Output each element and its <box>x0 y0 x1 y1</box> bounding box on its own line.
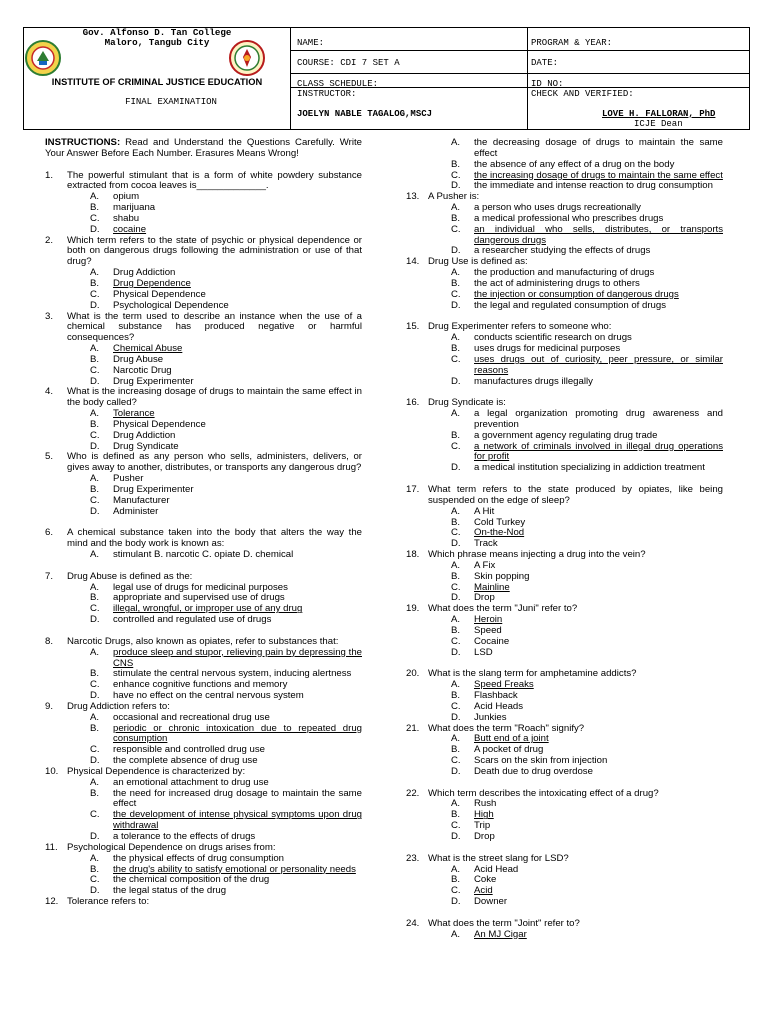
choice-letter: C. <box>451 820 461 832</box>
choice-text: stimulant B. narcotic C. opiate D. chemical <box>113 549 294 561</box>
question-number: 12. <box>45 896 59 908</box>
choice-text: Speed <box>474 624 502 636</box>
question-text: Drug Addiction refers to: <box>67 700 170 712</box>
choice-letter: C. <box>451 755 461 767</box>
choice-text: Cocaine <box>474 635 510 647</box>
choice-text-underlined: An MJ Cigar <box>474 928 527 940</box>
choice-letter: B. <box>90 787 100 799</box>
choice-text: a government agency regulating drug trade <box>474 429 658 441</box>
choice-letter: A. <box>90 267 100 279</box>
program-year-field[interactable]: PROGRAM & YEAR: <box>531 38 613 48</box>
answer-choice <box>45 810 362 832</box>
choice-text-underlined: a network of criminals involved in illegal drug operations for profit <box>474 440 723 463</box>
choice-text: A pocket of drug <box>474 744 544 756</box>
question-text: A Pusher is: <box>428 191 480 203</box>
question-number: 22. <box>406 787 420 799</box>
question-number: 24. <box>406 917 420 929</box>
choice-text: opium <box>113 191 140 203</box>
choice-text: have no effect on the central nervous system <box>113 690 304 702</box>
choice-text: the decreasing dosage of drugs to maintain the same effect <box>474 137 723 159</box>
choice-text-underlined: the increasing dosage of drugs to maintain the same effect <box>474 169 723 181</box>
answer-choice <box>45 724 362 746</box>
question <box>45 897 362 908</box>
question-number: 16. <box>406 397 420 409</box>
choice-text: Death due to drug overdose <box>474 765 593 777</box>
choice-text: Drug Syndicate <box>113 440 179 452</box>
question-number: 15. <box>406 321 420 333</box>
choice-letter: C. <box>451 223 461 235</box>
choice-letter: B. <box>451 158 461 170</box>
choice-letter: D. <box>90 440 100 452</box>
question-text: Drug Experimenter refers to someone who: <box>428 321 612 333</box>
choice-text-underlined: periodic or chronic intoxication due to repeated drug consumption <box>113 722 362 745</box>
choice-text-underlined: Butt end of a joint <box>474 733 549 745</box>
check-verified-label: CHECK AND VERIFIED: <box>531 89 634 99</box>
choice-letter: D. <box>451 831 461 842</box>
choice-text: Acid Head <box>474 863 519 875</box>
question <box>45 171 362 193</box>
choice-text: occasional and recreational drug use <box>113 711 270 723</box>
choice-letter: D. <box>90 223 100 235</box>
question <box>406 919 723 930</box>
question-number: 3. <box>45 310 54 322</box>
choice-text: Drug Addiction <box>113 267 176 279</box>
choice-text: a person who uses drugs recreationally <box>474 202 641 214</box>
choice-text-underlined: Tolerance <box>113 408 155 420</box>
choice-letter: C. <box>451 581 461 593</box>
choice-letter: B. <box>90 418 100 430</box>
question-number: 8. <box>45 635 54 647</box>
choice-text: Cold Turkey <box>474 516 526 528</box>
question-text: The powerful stimulant that is a form of white powdery substance extracted from cocoa leaves is_____________. <box>67 169 362 192</box>
choice-text: manufactures drugs illegally <box>474 375 593 387</box>
question-number: 4. <box>45 386 54 398</box>
question-text: Drug Abuse is defined as the: <box>67 570 193 582</box>
choice-text-underlined: the drug's ability to satisfy emotional or personality needs <box>113 863 356 875</box>
question-text: Tolerance refers to: <box>67 896 150 908</box>
answer-choice <box>406 138 723 160</box>
answer-choice <box>45 789 362 811</box>
question-text: Which term describes the intoxicating effect of a drug? <box>428 787 659 799</box>
choice-text: Flashback <box>474 690 518 702</box>
choice-text-underlined: Mainline <box>474 581 510 593</box>
choice-text: Coke <box>474 874 497 886</box>
choice-letter: B. <box>90 277 100 289</box>
choice-letter: C. <box>90 679 100 691</box>
choice-text-underlined: Chemical Abuse <box>113 343 183 355</box>
question-number: 11. <box>45 841 58 853</box>
choice-text: Psychological Dependence <box>113 299 229 311</box>
question-text: Which term refers to the state of psychic or physical dependence or both on dangerous drugs following the administration or use of that drug? <box>67 234 362 268</box>
choice-text: the immediate and intense reaction to drug consumption <box>474 180 713 192</box>
icje-seal-icon <box>229 39 265 77</box>
choice-letter: D. <box>451 538 461 550</box>
choice-text-underlined: uses drugs out of curiosity, peer pressure, or similar reasons <box>474 353 723 376</box>
choice-letter: D. <box>90 505 100 517</box>
choice-letter: C. <box>90 429 100 441</box>
question-text: What does the term "Juni" refer to? <box>428 603 578 615</box>
choice-text: the chemical composition of the drug <box>113 874 270 886</box>
choice-text-underlined: illegal, wrongful, or improper use of any drug <box>113 603 303 615</box>
choice-letter: A. <box>90 646 100 658</box>
choice-letter: A. <box>451 679 461 691</box>
choice-text: Junkies <box>474 711 507 723</box>
choice-text: Downer <box>474 896 508 908</box>
choice-letter: B. <box>451 624 461 636</box>
choice-text: the production and manufacturing of drugs <box>474 267 655 279</box>
choice-letter: A. <box>90 549 100 561</box>
question-number: 1. <box>45 169 54 181</box>
question-number: 2. <box>45 234 54 246</box>
question-number: 7. <box>45 570 54 582</box>
choice-letter: A. <box>451 505 461 517</box>
choice-letter: A. <box>90 852 100 864</box>
choice-letter: C. <box>90 809 100 821</box>
choice-letter: B. <box>451 212 461 224</box>
choice-text: Skin popping <box>474 570 530 582</box>
choice-letter: A. <box>451 137 461 148</box>
institute-name: INSTITUTE OF CRIMINAL JUSTICE EDUCATION <box>51 77 263 87</box>
question <box>45 312 362 345</box>
choice-text: Scars on the skin from injection <box>474 755 608 767</box>
choice-letter: D. <box>451 299 461 311</box>
date-field[interactable]: DATE: <box>531 58 559 68</box>
instructions-label: INSTRUCTIONS: <box>45 137 121 148</box>
answer-choice <box>406 463 723 474</box>
question <box>45 387 362 409</box>
answer-choice <box>45 507 362 518</box>
answer-choice <box>406 648 723 659</box>
question-number: 10. <box>45 765 59 777</box>
choice-text: stimulate the central nervous system, inducing alertness <box>113 668 352 680</box>
choice-letter: B. <box>451 570 461 582</box>
instructions-text: Read and Understand the Questions Carefully. Write Your Answer Before Each Number. Erasures Means Wrong! <box>45 137 362 159</box>
choice-letter: C. <box>90 744 100 756</box>
choice-letter: D. <box>451 765 461 777</box>
choice-letter: C. <box>451 885 461 897</box>
choice-letter: C. <box>451 700 461 712</box>
choice-text-underlined: an individual who sells, distributes, or transports dangerous drugs <box>474 223 723 246</box>
choice-text: the physical effects of drug consumption <box>113 852 285 864</box>
choice-letter: A. <box>451 928 461 940</box>
choice-text-underlined: Speed Freaks <box>474 679 534 691</box>
choice-letter: B. <box>90 202 100 214</box>
question-number: 17. <box>406 484 420 495</box>
choice-letter: C. <box>90 874 100 886</box>
choice-text-underlined: cocaine <box>113 223 147 235</box>
choice-text-underlined: Heroin <box>474 614 503 626</box>
choice-letter: B. <box>90 592 100 604</box>
choice-letter: D. <box>451 462 461 474</box>
choice-text-underlined: On-the-Nod <box>474 527 525 539</box>
choice-letter: A. <box>451 332 461 344</box>
school-location: Maloro, Tangub City <box>104 37 210 48</box>
choice-letter: C. <box>90 494 100 506</box>
choice-text: marijuana <box>113 202 156 214</box>
choice-text: Physical Dependence <box>113 418 206 430</box>
choice-text-underlined: the injection or consumption of dangerous drugs <box>474 288 679 300</box>
question-number: 9. <box>45 700 54 712</box>
choice-letter: B. <box>451 874 461 886</box>
question-text: What is the slang term for amphetamine addicts? <box>428 668 637 680</box>
choice-letter: D. <box>90 885 100 897</box>
choice-text: the legal and regulated consumption of drugs <box>474 299 667 311</box>
choice-text: Drug Experimenter <box>113 375 194 387</box>
choice-text-underlined: Drug Dependence <box>113 277 191 289</box>
question-number: 6. <box>45 527 54 539</box>
question-number: 20. <box>406 668 420 680</box>
choice-text: the complete absence of drug use <box>113 755 258 767</box>
choice-letter: D. <box>451 646 461 658</box>
answer-choice <box>406 301 723 312</box>
choice-letter: D. <box>90 755 100 767</box>
answer-choice <box>45 648 362 670</box>
choice-text: a medical professional who prescribes drugs <box>474 212 664 224</box>
answer-choice <box>45 366 362 377</box>
choice-letter: C. <box>90 212 100 224</box>
question-number: 13. <box>406 191 420 203</box>
choice-letter: B. <box>90 668 100 680</box>
answer-choice <box>406 897 723 908</box>
question-text: What term refers to the state produced by opiates, like being suspended on the edge of sleep? <box>428 484 723 506</box>
choice-text-underlined: produce sleep and stupor, relieving pain by depressing the CNS <box>113 646 362 669</box>
answer-choice <box>406 767 723 778</box>
choice-text: a legal organization promoting drug awareness and prevention <box>474 408 723 430</box>
choice-text: LSD <box>474 646 493 658</box>
question-text: What is the street slang for LSD? <box>428 852 569 864</box>
college-seal-icon <box>25 39 61 77</box>
choice-letter: A. <box>90 711 100 723</box>
choice-letter: A. <box>451 733 461 745</box>
choice-text: enhance cognitive functions and memory <box>113 679 288 691</box>
choice-text: controlled and regulated use of drugs <box>113 614 272 626</box>
choice-letter: B. <box>451 429 461 441</box>
choice-letter: B. <box>90 722 100 734</box>
class-schedule-field[interactable]: CLASS SCHEDULE: <box>297 79 379 89</box>
choice-letter: A. <box>451 408 461 420</box>
choice-text: Drug Experimenter <box>113 484 194 495</box>
choice-letter: A. <box>451 863 461 875</box>
answer-choice <box>406 225 723 247</box>
choice-letter: A. <box>451 614 461 626</box>
choice-text: a medical institution specializing in addiction treatment <box>474 462 705 474</box>
choice-letter: D. <box>451 711 461 723</box>
question-number: 18. <box>406 549 420 561</box>
exam-header <box>23 27 750 130</box>
instructor-label: INSTRUCTOR: <box>297 89 357 99</box>
question <box>45 452 362 474</box>
choice-letter: A. <box>451 267 461 279</box>
choice-text: the absence of any effect of a drug on the body <box>474 158 675 170</box>
choice-text: a researcher studying the effects of drugs <box>474 245 651 257</box>
choice-letter: C. <box>451 527 461 539</box>
question-text: Who is defined as any person who sells, administers, delivers, or gives away to another, distributes, or transports any dangerous drug? <box>67 451 362 474</box>
choice-letter: B. <box>451 277 461 289</box>
question-number: 21. <box>406 722 420 734</box>
choice-text: Administer <box>113 505 159 517</box>
choice-text: legal use of drugs for medicinal purposes <box>113 581 288 593</box>
question <box>45 236 362 269</box>
choice-text: Pusher <box>113 473 144 485</box>
answer-choice <box>45 431 362 442</box>
question-number: 23. <box>406 852 420 864</box>
question-text: Physical Dependence is characterized by: <box>67 765 246 777</box>
dean-title: ICJE Dean <box>634 119 683 129</box>
choice-letter: B. <box>90 353 100 365</box>
choice-letter: C. <box>451 635 461 647</box>
choice-letter: C. <box>451 353 461 365</box>
choice-text: conducts scientific research on drugs <box>474 332 632 344</box>
left-column <box>45 138 362 908</box>
choice-letter: B. <box>90 863 100 875</box>
choice-text: appropriate and supervised use of drugs <box>113 592 285 604</box>
choice-text: the need for increased drug dosage to maintain the same effect <box>113 787 362 810</box>
question <box>45 528 362 550</box>
choice-text: Drop <box>474 831 495 842</box>
question-text: What does the term "Joint" refer to? <box>428 917 580 929</box>
answer-choice <box>45 550 362 561</box>
instructions <box>45 138 362 160</box>
choice-letter: A. <box>90 581 100 593</box>
choice-text: Trip <box>474 820 491 832</box>
choice-text: the legal status of the drug <box>113 885 227 897</box>
answer-choice <box>406 507 723 518</box>
choice-letter: A. <box>451 202 461 214</box>
dean-name: LOVE H. FALLORAN, PhD <box>602 109 716 119</box>
question-number: 19. <box>406 603 420 615</box>
choice-letter: A. <box>90 776 100 788</box>
question-text: What is the increasing dosage of drugs to maintain the same effect in the body called? <box>67 386 362 409</box>
choice-text: shabu <box>113 212 140 224</box>
question-text: What is the term used to describe an instance when the use of a chemical substance has produced negative or harmful consequences? <box>67 310 362 344</box>
choice-letter: B. <box>451 744 461 756</box>
question <box>406 485 723 507</box>
choice-text: A Fix <box>474 559 496 571</box>
id-number-field[interactable]: ID NO: <box>531 79 564 89</box>
answer-choice <box>406 355 723 377</box>
choice-letter: C. <box>451 169 461 181</box>
name-field[interactable]: NAME: <box>297 38 325 48</box>
choice-letter: D. <box>90 831 100 842</box>
school-name: Gov. Alfonso D. Tan College <box>82 27 232 38</box>
answer-choice <box>406 930 723 941</box>
choice-letter: D. <box>90 299 100 311</box>
choice-text: Rush <box>474 798 497 810</box>
choice-text: a tolerance to the effects of drugs <box>113 831 256 842</box>
choice-letter: D. <box>90 614 100 626</box>
right-column <box>406 138 723 940</box>
choice-letter: A. <box>90 343 100 355</box>
choice-letter: B. <box>451 516 461 528</box>
answer-choice <box>45 615 362 626</box>
question-text: What does the term "Roach" signify? <box>428 722 585 734</box>
choice-text: uses drugs for medicinal purposes <box>474 343 621 355</box>
choice-letter: C. <box>451 288 461 300</box>
choice-letter: D. <box>451 180 461 192</box>
question-text: Psychological Dependence on drugs arises from: <box>67 841 276 853</box>
question-text: Narcotic Drugs, also known as opiates, refer to substances that: <box>67 635 339 647</box>
choice-letter: C. <box>90 603 100 615</box>
instructor-name: JOELYN NABLE TAGALOG,MSCJ <box>297 109 433 119</box>
choice-letter: C. <box>90 364 100 376</box>
choice-text: Physical Dependence <box>113 288 206 300</box>
question-text: A chemical substance taken into the body that alters the way the mind and the body work is known as: <box>67 527 362 550</box>
choice-text: Drug Abuse <box>113 353 164 365</box>
choice-letter: A. <box>90 408 100 420</box>
choice-text: Drug Addiction <box>113 429 176 441</box>
choice-letter: B. <box>451 809 461 821</box>
choice-text: Drop <box>474 592 495 604</box>
choice-letter: C. <box>451 440 461 452</box>
choice-letter: D. <box>451 896 461 908</box>
exam-title: FINAL EXAMINATION <box>125 97 217 107</box>
question-number: 14. <box>406 256 420 268</box>
answer-choice <box>406 377 723 388</box>
choice-letter: A. <box>90 191 100 203</box>
choice-text: Narcotic Drug <box>113 364 172 376</box>
choice-letter: D. <box>90 690 100 702</box>
choice-letter: B. <box>90 484 100 495</box>
choice-letter: B. <box>451 343 461 355</box>
question-text: Drug Use is defined as: <box>428 256 528 268</box>
choice-letter: D. <box>451 375 461 387</box>
choice-text-underlined: the development of intense physical symptoms upon drug withdrawal <box>113 809 362 832</box>
choice-text: A Hit <box>474 505 495 517</box>
choice-letter: A. <box>90 473 100 485</box>
choice-text: an emotional attachment to drug use <box>113 776 269 788</box>
answer-choice <box>406 409 723 431</box>
choice-text: Track <box>474 538 498 550</box>
choice-letter: D. <box>451 245 461 257</box>
choice-letter: A. <box>451 798 461 810</box>
course-field: COURSE: CDI 7 SET A <box>297 58 400 68</box>
choice-letter: C. <box>90 288 100 300</box>
choice-text: Manufacturer <box>113 494 170 506</box>
choice-text: responsible and controlled drug use <box>113 744 266 756</box>
choice-letter: D. <box>451 592 461 604</box>
choice-text: the act of administering drugs to others <box>474 277 640 289</box>
choice-letter: B. <box>451 690 461 702</box>
question <box>406 854 723 865</box>
choice-text: Acid Heads <box>474 700 524 712</box>
answer-choice <box>406 442 723 464</box>
choice-letter: A. <box>451 559 461 571</box>
answer-choice <box>406 572 723 583</box>
school-header <box>24 28 291 129</box>
choice-letter: D. <box>90 375 100 387</box>
question-number: 5. <box>45 451 54 463</box>
answer-choice <box>406 832 723 843</box>
choice-text-underlined: High <box>474 809 494 821</box>
question-text: Drug Syndicate is: <box>428 397 506 409</box>
choice-text-underlined: Acid <box>474 885 493 897</box>
question-text: Which phrase means injecting a drug into the vein? <box>428 549 646 561</box>
